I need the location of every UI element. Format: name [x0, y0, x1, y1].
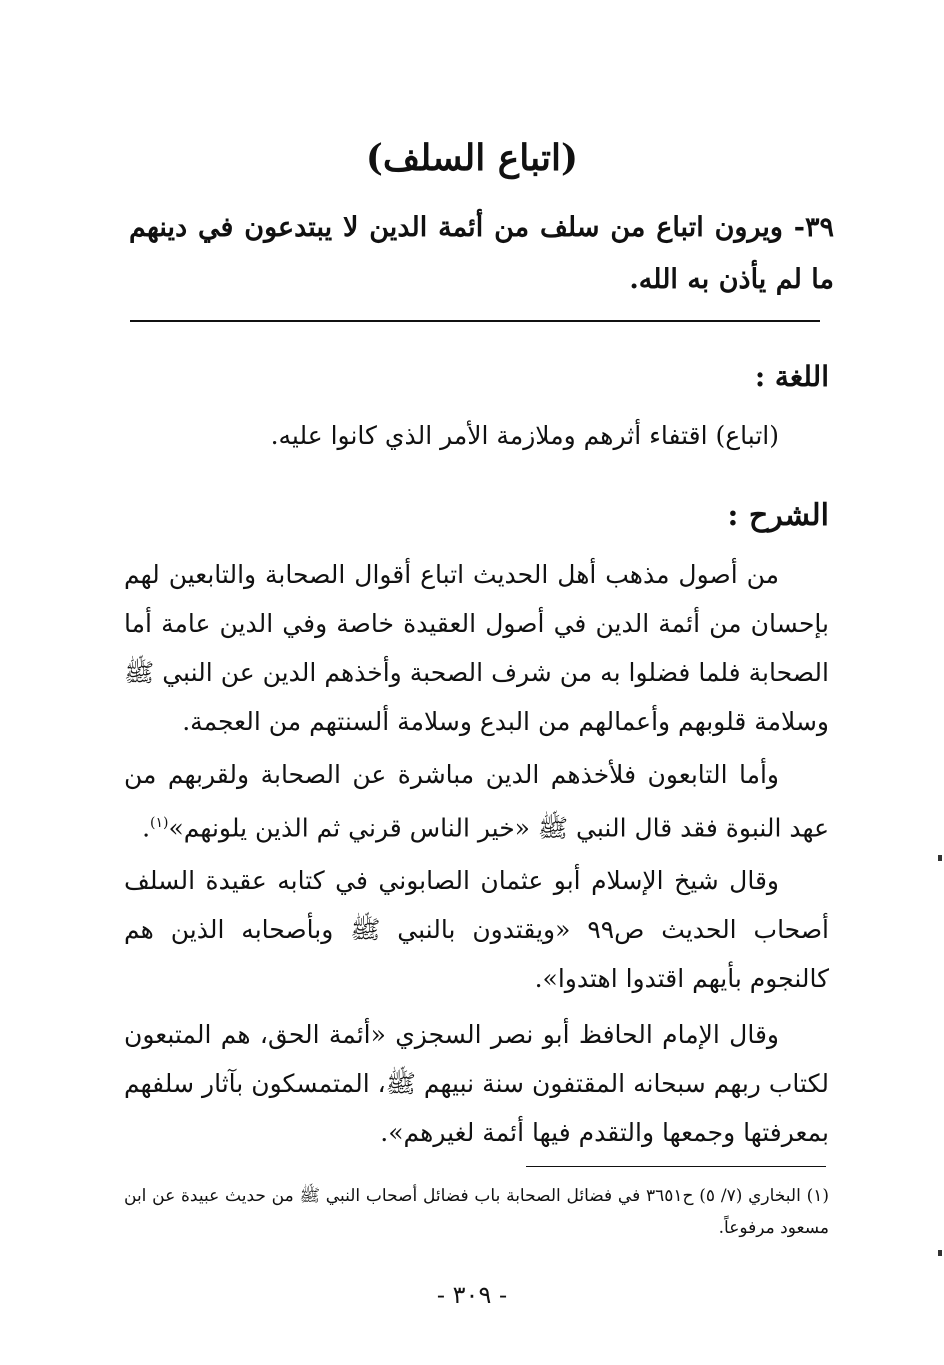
sharh-paragraph-4-text: وقال الإمام الحافظ أبو نصر السجزي «أئمة الحق، هم المتبعون لكتاب ربهم سبحانه المقتفون سنة نبيهم ﷺ، المتمسكون بآثار سلفهم بمعرفتها وجمعها والتقدم فيها أئمة لغيرهم». — [124, 1020, 829, 1147]
sharh-paragraph-1 — [124, 550, 829, 746]
footnote-divider — [526, 1166, 826, 1167]
scan-mark — [938, 1250, 942, 1256]
scan-mark — [938, 855, 942, 861]
sharh-heading: الشرح : — [727, 498, 829, 533]
footnote-ref[interactable]: (١) — [150, 815, 169, 831]
lugha-text-content: (اتباع) اقتفاء أثرهم وملازمة الأمر الذي كانوا عليه. — [270, 421, 779, 450]
sharh-paragraph-2-end: . — [142, 813, 151, 843]
lugha-text — [124, 411, 829, 460]
sharh-paragraph-4 — [124, 1010, 829, 1157]
section-title: (اتباع السلف) — [365, 137, 579, 179]
matn-text: ٣٩- ويرون اتباع من سلف من أئمة الدين لا يبتدعون في دينهم ما لم يأذن به الله. — [129, 212, 834, 295]
sharh-paragraph-1-text: من أصول مذهب أهل الحديث اتباع أقوال الصحابة والتابعين لهم بإحسان من أئمة الدين في أصول العقيدة خاصة وفي الدين عامة أما الصحابة فلما فضلوا به من شرف الصحبة وأخذهم الدين عن النبي ﷺ وسلامة قلوبهم وأعمالهم من البدع وسلامة ألسنتهم من العجمة. — [124, 560, 829, 736]
footnote: (١) البخاري (٧/ ٥) ح٣٦٥١ في فضائل الصحابة باب فضائل أصحاب النبي ﷺ من حديث عبيدة عن ابن مسعود مرفوعاً. — [124, 1186, 829, 1238]
page-number: - ٣٠٩ - — [436, 1281, 508, 1309]
top-divider — [130, 320, 820, 322]
sharh-paragraph-2-text: وأما التابعون فلأخذهم الدين مباشرة عن الصحابة ولقربهم من عهد النبوة فقد قال النبي ﷺ «خير الناس قرني ثم الذين يلونهم» — [124, 760, 829, 843]
sharh-paragraph-2 — [124, 750, 829, 852]
sharh-paragraph-3 — [124, 856, 829, 1003]
lugha-heading: اللغة : — [754, 360, 829, 393]
sharh-paragraph-3-text: وقال شيخ الإسلام أبو عثمان الصابوني في كتابه عقيدة السلف أصحاب الحديث ص٩٩ «ويقتدون بالنبي ﷺ وبأصحابه الذين هم كالنجوم بأيهم اقتدوا اهتدوا». — [124, 866, 829, 993]
